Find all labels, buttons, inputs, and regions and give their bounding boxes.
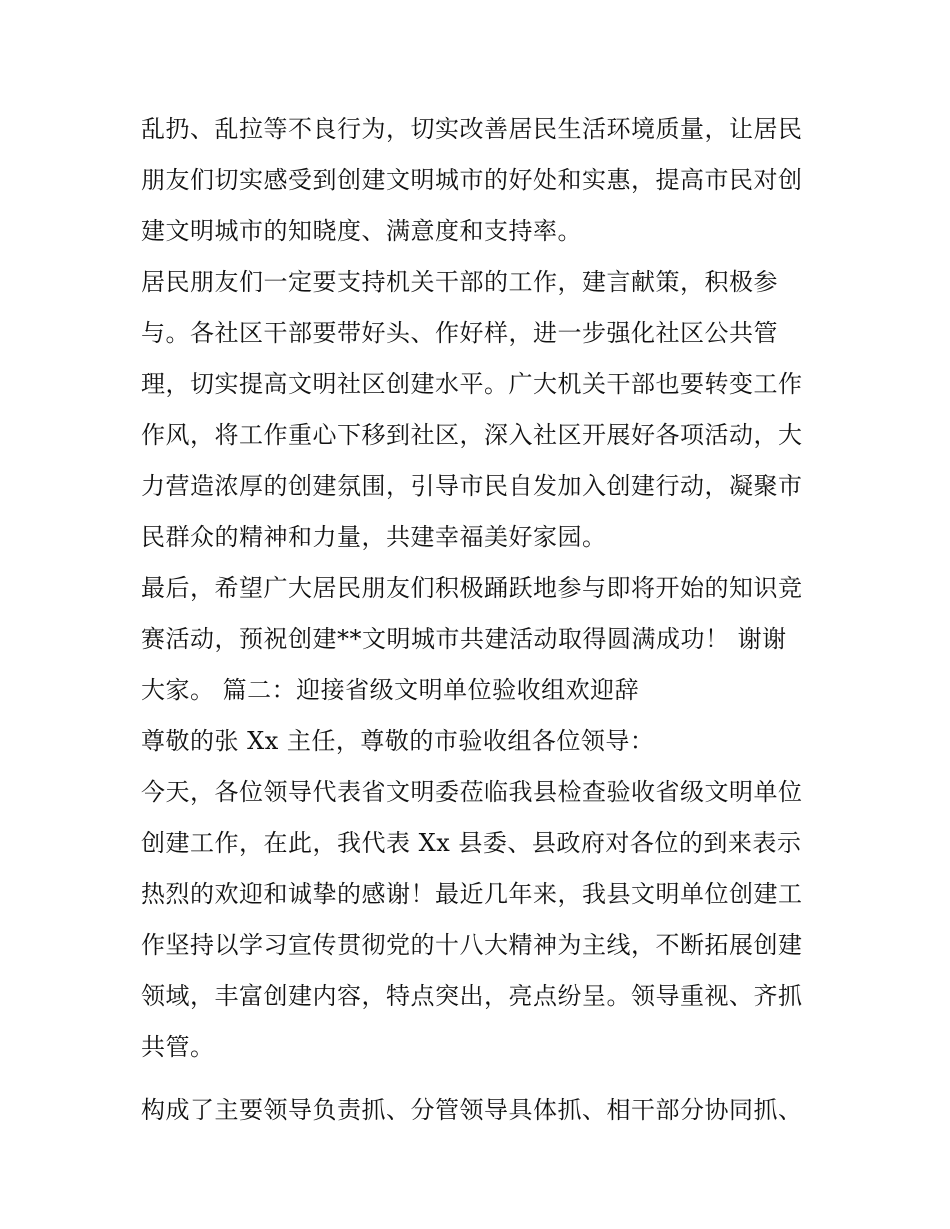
- text-line: 热烈的欢迎和诚挚的感谢！最近几年来，我县文明单位创建工: [141, 880, 803, 908]
- text-line: 建文明城市的知晓度、满意度和支持率。: [141, 217, 582, 245]
- text-line: 与。各社区干部要带好头、作好样，进一步强化社区公共管: [141, 319, 778, 347]
- text-line: 力营造浓厚的创建氛围，引导市民自发加入创建行动，凝聚市: [141, 472, 803, 500]
- text-line: 赛活动，预祝创建**文明城市共建活动取得圆满成功！ 谢谢: [141, 625, 787, 653]
- text-line: 尊敬的张 Xx 主任，尊敬的市验收组各位领导：: [141, 727, 655, 755]
- text-line: 理，切实提高文明社区创建水平。广大机关干部也要转变工作: [141, 370, 803, 398]
- text-line: 最后，希望广大居民朋友们积极踊跃地参与即将开始的知识竞: [141, 574, 803, 602]
- text-line: 朋友们切实感受到创建文明城市的好处和实惠，提高市民对创: [141, 166, 803, 194]
- text-line: 领域，丰富创建内容，特点突出，亮点纷呈。领导重视、齐抓: [141, 982, 803, 1010]
- text-line: 共管。: [141, 1033, 215, 1061]
- text-line: 今天，各位领导代表省文明委莅临我县检查验收省级文明单位: [141, 778, 803, 806]
- text-line: 大家。 篇二：迎接省级文明单位验收组欢迎辞: [141, 676, 640, 704]
- text-line: 乱扔、乱拉等不良行为，切实改善居民生活环境质量，让居民: [141, 115, 803, 143]
- text-line: 作风，将工作重心下移到社区，深入社区开展好各项活动，大: [141, 421, 803, 449]
- text-line: 作坚持以学习宣传贯彻党的十八大精神为主线，不断拓展创建: [141, 931, 803, 959]
- text-line: 构成了主要领导负责抓、分管领导具体抓、相干部分协同抓、: [141, 1096, 803, 1124]
- text-line: 居民朋友们一定要支持机关干部的工作，建言献策，积极参: [141, 268, 778, 296]
- text-line: 民群众的精神和力量，共建幸福美好家园。: [141, 523, 607, 551]
- text-line: 创建工作，在此，我代表 Xx 县委、县政府对各位的到来表示: [141, 829, 802, 857]
